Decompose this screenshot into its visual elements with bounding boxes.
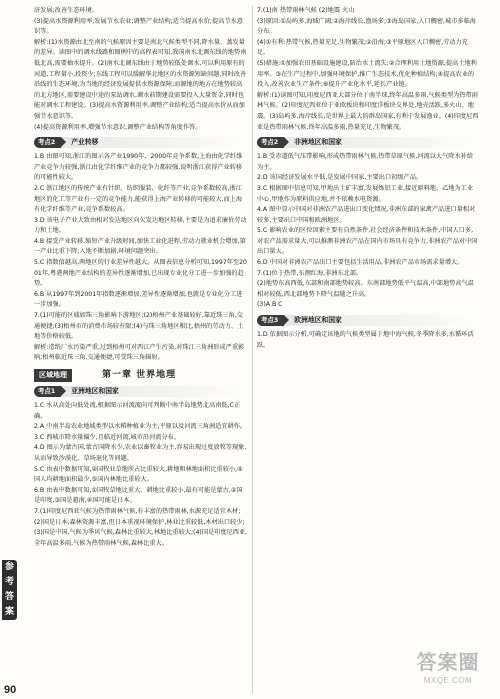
- watermark-text: 答案圈: [416, 652, 480, 674]
- section-header-industry-transfer: [34, 136, 248, 149]
- answer-item: 4.A 图中显示中国对非洲农产品进出口变化情况,非洲东部的家禽产品进口量相对较多,主要出口中国和欧洲地区。: [257, 206, 476, 224]
- answer-item: 7.(1)印度尼西亚气候为热带雨林气候,有丰富的热带雨林,水源充足适宜木材;(2)国是日本,森林资源丰富,但日本重视环境保护,林业比重较低,木材出口较少;(3)国是中国,气候为季风气候,森林比重较大,林地比重较大;(4)国是印度尼西亚,全年高温多雨,气候为热带雨林气候,森林比重大。: [34, 507, 248, 547]
- section-header-asia: [34, 385, 248, 398]
- answer-item: 3.C 根据图中信息可知,甲地出土矿丰富,发展炼铝工业,接近原料地。乙地为工业中心,甲地作为原料供应地,并不依赖水电资源。: [257, 184, 474, 203]
- chapter-header: [34, 368, 248, 382]
- watermark-logo: [400, 650, 496, 694]
- right-column: [257, 6, 479, 351]
- answer-item: 5.C 由表中数据可知,②国牧业草地所占比重较大,耕地和林地面积比重较小,④国人均耕地面积最少,⑤国内林地比重较大。: [34, 465, 243, 484]
- answer-item: (3)原因:①岛屿多,海域广阔;②海岸线长,渔场多;③海岛国家,人口稠密,城市多临海分布。: [257, 17, 476, 36]
- answer-item: 4.D 图示为蒙古国,蒙古国降水少,农业以畜牧业为主,容易出现过度放牧等现象,从而导致沙漠化、草场退化等问题。: [34, 444, 247, 462]
- answer-item: 7.(1)南 热带雨林气候 (2)地震 火山: [257, 7, 355, 14]
- answer-item: 1.D 依据图示分析,可确定该地的气候类型属于地中海气候,冬季降水多,水循环活跃。: [257, 331, 474, 349]
- answer-item: 7.(1)位于热带,东测红海,非洲东北部。: [257, 269, 363, 277]
- watermark-url: MXQE.COM: [423, 676, 473, 685]
- answer-item: 1.C 水从高处向低处流,根据图示河流流向可判断中南半岛地势北高南低,C正确。: [34, 402, 241, 420]
- answer-item: 2.A 中南半岛农业地域类型以水稻种植业为主,平原以及河流三角洲适宜耕作。: [34, 423, 247, 431]
- answer-item: 2.C 浙江地区的传统产业有针织、纺织服装、化纤等产业,竞争系数较高,浙江地区的化工等产业有一定的竞争能力,能获得上海产业转移的可能较大,而上海有化学纤维等产业,竞争系数较高。: [34, 184, 243, 214]
- page-number: 90: [4, 684, 17, 696]
- section-title: 欧洲地区和国家: [284, 315, 479, 326]
- answer-item: 3.D 该电子产业大致由相对发达地区向欠发达地区转移,主要是为追求廉价劳动力和土地。: [34, 216, 247, 235]
- answer-item: 6.D 中国对非洲农产品出口主要包括生活用品,非洲农产品市场需求量增大。: [257, 259, 464, 267]
- section-title: 非洲地区和国家: [284, 137, 479, 148]
- answer-item: 2.D 该国经济发展水平低,是发展中国家,主要出口初级产品。: [257, 174, 423, 182]
- column-divider: [252, 6, 253, 694]
- chapter-title: 第一章 世界地理: [102, 369, 177, 380]
- section-tag: 考点3: [257, 315, 284, 326]
- chapter-tag: 区域地理: [34, 369, 72, 382]
- answer-item: 4.B 接受产业转移,缩短产业升级时间,加快工业化进程,劳动力就业机会增加,第一产业比重下降;入地不断加剧,环境问题突出。: [34, 237, 246, 256]
- answer-item: 7.(1)可能的区域如珠三角影响下游地区;(2)梧州产业基础较好,靠近珠三角,交通便捷;(3)梧州市的消费市场较有限;(4)与珠三角地区相比,梧州的劳动力、土地等价格较低。: [34, 312, 244, 341]
- answer-item: 3.C 西城市降水量偏少,且临近河流,城市沿河流分布。: [34, 433, 181, 441]
- answer-item: (4)①有利:热带气候,热量充足,生物繁茂;②沿海;③平原地区人口稠密,劳动力充足。: [257, 38, 468, 57]
- answer-item: 6.B 由表中数据可知,①国牧草地比重大、耕地比重较小,最有可能是蒙古,②国是印度,③国是越南,④国可能是日本。: [34, 486, 243, 505]
- answer-item: (2)地势东高西低,东部和南部地势较高。东南部地势低平气温高,中部地势高气温相对较低,西北部地势下降气温随之升高。: [257, 280, 474, 298]
- left-column: [34, 6, 248, 549]
- section-header-europe: [257, 314, 479, 327]
- answer-item: 6.B 从1997年到2001年指数逐渐增加,差异性逐渐增加,也就是专业化分工进一步加强。: [34, 290, 243, 309]
- section-header-africa: [257, 136, 479, 149]
- section-title: 产业转移: [61, 137, 248, 148]
- text-paragraph: (4)提高资源利用率,增强节水意识,调整产业结构等角度作答。: [34, 123, 202, 131]
- answer-item: 解析:造纸厂水污染严重,过到梧州可对西江产生污染,对珠江三角洲形成严重影响;梧州临近珠三角,交通便捷,可受珠三角辐射。: [34, 343, 245, 362]
- answer-item: 1.B 受赤道低气压带影响,形成热带雨林气候,热带草原气候,河流以大气降水补给为主。: [257, 153, 474, 171]
- answer-item: (5)措施:①加强农田基础设施建设,防治水土流失;②合理利用土地资源,提高土地利用率。③在生产过程中,加强环境保护,推广生态技术,优化种植结构;④提高农业的投入,改善农业生产条件;⑥提升产业化水平,延长产业链。: [257, 59, 477, 89]
- answer-item: 1.B 由图可知,浙江的图示各产业1990年、2000年竞争系数,上海由化学纤维产业竞争力较强,浙江由化学纤维产业的竞争力都较强,说明浙江获得产业转移的可能性较大。: [34, 153, 243, 182]
- answer-item: 5.C 影响农业的区位因素主要有自然条件,社会经济条件和技术条件,中国人口多,对农产品需求量大,可以推测非洲农产品在国内市场具有竞争力,非洲农产品对中国出口量大。: [257, 227, 478, 256]
- section-tag: 考点2: [34, 137, 61, 148]
- section-tag: 考点1: [34, 386, 61, 397]
- section-title: 亚洲地区和国家: [61, 386, 248, 397]
- text-paragraph: (3)提高水资源利用率;发展节水农业;调整产业结构;适当提高水价;提高节水意识等。: [34, 17, 243, 36]
- answer-item: 解析:(1)读图可知,印度尼西亚大部分位于南半球,终年高温多雨,气候类型为热带雨林气候。(2)印度尼西亚位于亚欧板块和印度洋板块交界处,地壳活跃,多火山、地震。(3)岛屿多,海岸线长,是世界上最大的群岛国家,有利于发展渔业。(4)印度尼西亚是热带雨林气候,终年高温多雨,热量充足,生物繁茂。: [257, 91, 479, 131]
- answer-sidebar-tab: 参考答案: [2, 560, 17, 620]
- text-paragraph: 解析:(1)水资源由北至南的气候原因主要是南北气候类型不同,降水量、蒸发量的差异。读图中的调水线路和图例中的高程表可知,我国南水北调东线的地势南低北高,需要抽水提升。(2)南水北调东线由于地势较低处调水,可以利用原有的河道,工程量小,投资少;东线工程可以缓解华北地区的水资源短缺问题,同时改善沿线的生态环境,为当地的经济发展提供水资源保障;而源地的地方在地势较高的北方地区,需要建设中途的泵站调水,调水前期建设需要投入大量资金,同时也能对调水工程建设。(3)提高水资源利用率,调整产业结构;适当提高水价从而加强节水意识等。: [34, 38, 247, 120]
- answer-item: (3)A B C: [257, 301, 283, 309]
- answer-item: 5.C 指数值越高,两地区的行业差异性越大。从图表信息分析可知,1997年至2001年,粤港两地产业结构的差异性逐渐增加,已出现专业化分工进一步加强的趋势。: [34, 259, 247, 288]
- section-tag: 考点2: [257, 137, 284, 148]
- text-paragraph: 济发展;改善生态环境。: [34, 7, 98, 14]
